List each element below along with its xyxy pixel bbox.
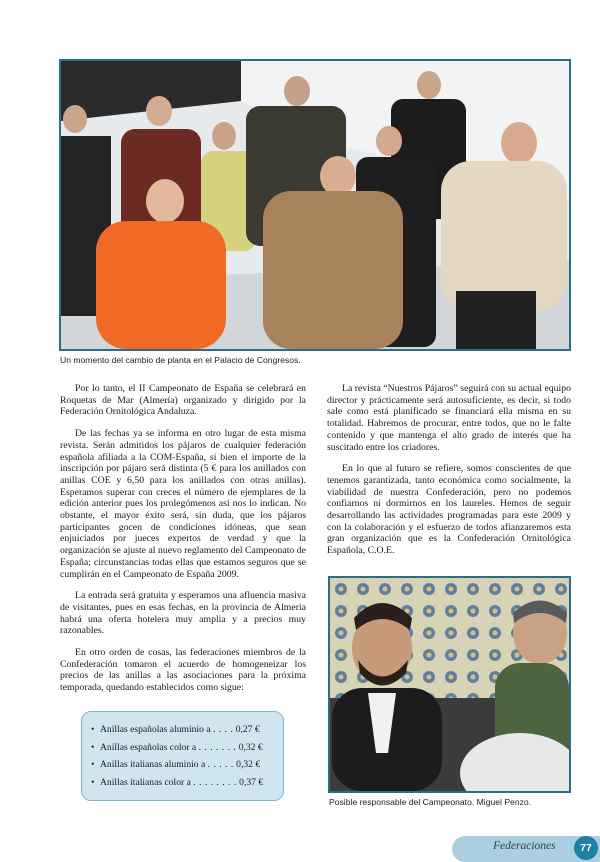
paragraph: La entrada será gratuita y esperamos una afluencia masiva de visitantes, pues en esas fechas, en la provincia de Almería habrá una oferta hotelera muy amplia y a precios muy razonables.	[60, 590, 306, 637]
right-text-column	[327, 383, 571, 567]
group-photo	[59, 59, 571, 351]
price-item	[91, 774, 283, 792]
bullet-icon: •	[91, 741, 95, 753]
paragraph: La revista “Nuestros Pájaros” seguirá con su actual equipo director y prácticamente será autosuficiente, es decir, si todo sale como está planificado se financiará ella misma en su totalidad. Habremos de procurar, entre todos, que no le falte contenido y que mantenga el alto grado de interés que ha suscitado entre los criadores.	[327, 383, 571, 453]
paragraph: De las fechas ya se informa en otro lugar de esta misma revista. Serán admitidos los pájaros de cualquier federación española afiliada a la COM-España, si bien el importe de la inscripción por pájaro será distinta (5 € para los anillados con anillas COE y 6,50 para los anillados con otras anillas). Esperamos superar con creces el número de ejemplares de la edición anterior pues los prolegómenos así nos lo indican. No obstante, el mayor éxito será, sin duda, que los pájaros participantes gocen de condiciones idóneas, que sean enjuiciados por jueces expertos de verdad y que la organización se ajuste al nuevo reglamento del Campeonato de España; circunstancias todas ellas que estamos seguros que se cumplirán en el Campeonato de España 2009.	[60, 428, 306, 580]
price-item	[91, 721, 283, 739]
footer-section-label: Federaciones	[493, 840, 556, 852]
bullet-icon: •	[91, 759, 95, 770]
bullet-icon: •	[91, 776, 95, 788]
bullet-icon: •	[91, 724, 95, 735]
portrait-photo	[328, 576, 571, 793]
price-item	[91, 756, 283, 774]
price-leader: . . . . . . . .	[193, 776, 237, 788]
price-value: 0,32 €	[236, 759, 261, 770]
price-label: Anillas españolas color a	[100, 741, 197, 753]
paragraph: Por lo tanto, el II Campeonato de España se celebrará en Roquetas de Mar (Almería) organizado y dirigido por la Federación Ornitológica Andaluza.	[60, 383, 306, 418]
price-label: Anillas italianas color a	[100, 776, 191, 788]
price-label: Anillas italianas aluminio a	[100, 759, 206, 770]
price-item	[91, 739, 283, 757]
group-photo-illustration	[61, 61, 569, 349]
paragraph: En otro orden de cosas, las federaciones miembros de la Confederación tomaron el acuerdo de homogeneizar los precios de las anillas a las asociaciones para la próxima temporada, quedando establecidos como sigue:	[60, 647, 306, 694]
price-value: 0,32 €	[238, 741, 263, 753]
price-leader: . . . . . . .	[198, 741, 237, 753]
page-number: 77	[574, 836, 598, 860]
photo-caption: Posible responsable del Campeonato. Miguel Penzo.	[329, 797, 532, 807]
price-value: 0,27 €	[235, 724, 260, 735]
photo-caption: Un momento del cambio de planta en el Palacio de Congresos.	[60, 355, 301, 365]
price-leader: . . . .	[212, 724, 234, 735]
price-label: Anillas españolas aluminio a	[100, 724, 211, 735]
portrait-photo-illustration	[330, 578, 569, 791]
price-value: 0,37 €	[239, 776, 264, 788]
ring-price-list	[81, 711, 284, 801]
paragraph: En lo que al futuro se refiere, somos conscientes de que tenemos garantizada, tanto económica como socialmente, la viabilidad de nuestra Confederación, pero no podemos confiarnos ni dormirnos en los laureles. Hemos de seguir desarrollando las actividades programadas para este 2009 y con la colaboración y el esfuerzo de todos afianzaremos esta gran organización que es la Confederación Ornitológica Española, C.O.E.	[327, 463, 571, 557]
price-leader: . . . . .	[207, 759, 234, 770]
left-text-column	[60, 383, 306, 704]
